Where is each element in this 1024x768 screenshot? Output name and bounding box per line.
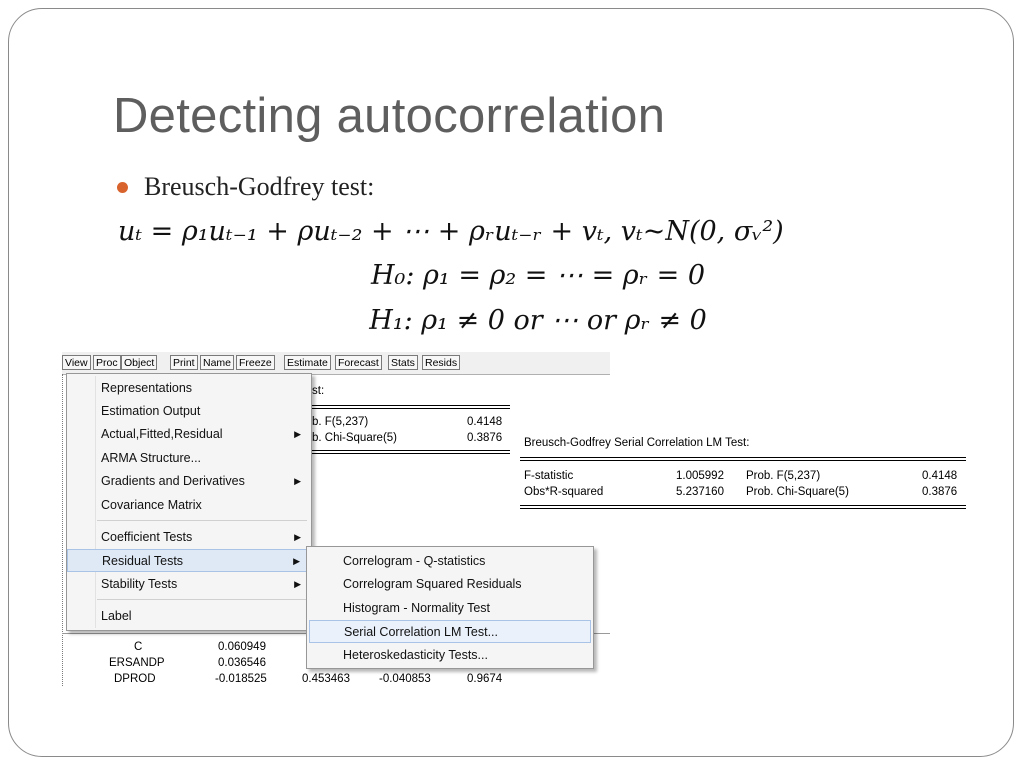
toolbar-print-button[interactable]: Print — [170, 355, 198, 370]
output-row-prob-label: Prob. Chi-Square(5) — [746, 486, 849, 498]
bg-rule-bottom-1 — [310, 450, 510, 451]
output-row-prob: 0.4148 — [922, 470, 958, 482]
coef-row-p: 0.9674 — [467, 673, 503, 685]
eviews-toolbar — [62, 352, 610, 375]
coef-row-se: 0.453463 — [302, 673, 350, 685]
output-title: Breusch-Godfrey Serial Correlation LM Test: — [524, 437, 750, 449]
toolbar-forecast-button[interactable]: Forecast — [335, 355, 382, 370]
coef-row-coef: -0.018525 — [215, 673, 267, 685]
coef-row-name: C — [134, 641, 143, 653]
bg-row1-label: b. F(5,237) — [312, 416, 369, 428]
menu-item-estimation-output[interactable]: Estimation Output — [101, 404, 201, 418]
bg-row2-value: 0.3876 — [467, 432, 503, 444]
toolbar-stats-button[interactable]: Stats — [388, 355, 418, 370]
submenu-item-serial-correlation-lm[interactable]: Serial Correlation LM Test... — [309, 620, 591, 643]
menu-item-actual-fitted-residual[interactable]: Actual,Fitted,Residual ▶ — [67, 423, 311, 446]
toolbar-proc-button[interactable]: Proc — [93, 355, 121, 370]
toolbar-name-button[interactable]: Name — [200, 355, 234, 370]
bg-rule-top-1 — [310, 405, 510, 406]
menu-separator — [97, 520, 307, 521]
submenu-arrow-icon: ▶ — [294, 429, 301, 439]
menu-item-gradients-derivatives[interactable]: Gradients and Derivatives ▶ — [67, 470, 311, 493]
submenu-item-correlogram-squared[interactable]: Correlogram Squared Residuals — [343, 577, 522, 591]
bullet-dot — [117, 182, 128, 193]
proc-context-menu — [66, 373, 312, 631]
equation-model: uₜ = ρ₁uₜ₋₁ + ρuₜ₋₂ + ⋯ + ρᵣuₜ₋ᵣ + vₜ, vₜ~N(0, σᵥ²) — [118, 216, 784, 247]
slide-title: Detecting autocorrelation — [113, 89, 666, 143]
output-row-prob: 0.3876 — [922, 486, 958, 498]
output-rule-bottom-1 — [520, 505, 966, 506]
menu-item-representations[interactable]: Representations — [101, 381, 193, 395]
window-left-edge — [62, 374, 63, 686]
coef-row-t: -0.040853 — [379, 673, 431, 685]
submenu-arrow-icon: ▶ — [294, 532, 301, 542]
coef-row-name: ERSANDP — [109, 657, 165, 669]
equation-null-hypothesis: H₀: ρ₁ = ρ₂ = ⋯ = ρᵣ = 0 — [370, 260, 706, 291]
toolbar-view-button[interactable]: View — [62, 355, 91, 370]
toolbar-object-button[interactable]: Object — [121, 355, 157, 370]
submenu-item-histogram-normality[interactable]: Histogram - Normality Test — [343, 601, 491, 615]
coef-row-coef: 0.060949 — [218, 641, 266, 653]
menu-item-coefficient-tests[interactable]: Coefficient Tests ▶ — [67, 526, 311, 549]
menu-item-label[interactable]: Label — [101, 609, 132, 623]
output-rule-bottom-2 — [520, 508, 966, 509]
output-rule-top-2 — [520, 460, 966, 461]
residual-tests-submenu — [306, 546, 594, 669]
bg-rule-top-2 — [310, 408, 510, 409]
equation-alt-hypothesis: H₁: ρ₁ ≠ 0 or ⋯ or ρᵣ ≠ 0 — [369, 305, 707, 336]
submenu-item-heteroskedasticity[interactable]: Heteroskedasticity Tests... — [343, 648, 488, 662]
bg-row1-value: 0.4148 — [467, 416, 503, 428]
toolbar-freeze-button[interactable]: Freeze — [236, 355, 275, 370]
coef-row-name: DPROD — [114, 673, 156, 685]
menu-item-residual-tests[interactable]: Residual Tests ▶ — [67, 549, 311, 572]
menu-item-covariance-matrix[interactable]: Covariance Matrix — [101, 498, 202, 512]
bg-row2-label: b. Chi-Square(5) — [312, 432, 398, 444]
menu-item-arma-structure[interactable]: ARMA Structure... — [101, 451, 202, 465]
bg-lm-test-output — [520, 430, 968, 520]
menu-separator — [97, 599, 307, 600]
bullet-text: Breusch-Godfrey test: — [144, 172, 375, 201]
toolbar-estimate-button[interactable]: Estimate — [284, 355, 331, 370]
output-rule-top-1 — [520, 457, 966, 458]
output-row-label: Obs*R-squared — [524, 486, 604, 498]
menu-item-stability-tests[interactable]: Stability Tests ▶ — [67, 573, 311, 596]
submenu-arrow-icon: ▶ — [294, 579, 301, 589]
submenu-arrow-icon: ▶ — [293, 556, 300, 566]
toolbar-resids-button[interactable]: Resids — [422, 355, 460, 370]
output-row-prob-label: Prob. F(5,237) — [746, 470, 821, 482]
bg-rule-bottom-2 — [310, 453, 510, 454]
submenu-item-correlogram-q[interactable]: Correlogram - Q-statistics — [343, 554, 486, 568]
coef-row-coef: 0.036546 — [218, 657, 266, 669]
output-row-value: 1.005992 — [676, 470, 724, 482]
output-row-label: F-statistic — [524, 470, 574, 482]
submenu-arrow-icon: ▶ — [294, 476, 301, 486]
output-row-value: 5.237160 — [676, 486, 724, 498]
bg-test-title-fragment: st: — [312, 385, 325, 397]
